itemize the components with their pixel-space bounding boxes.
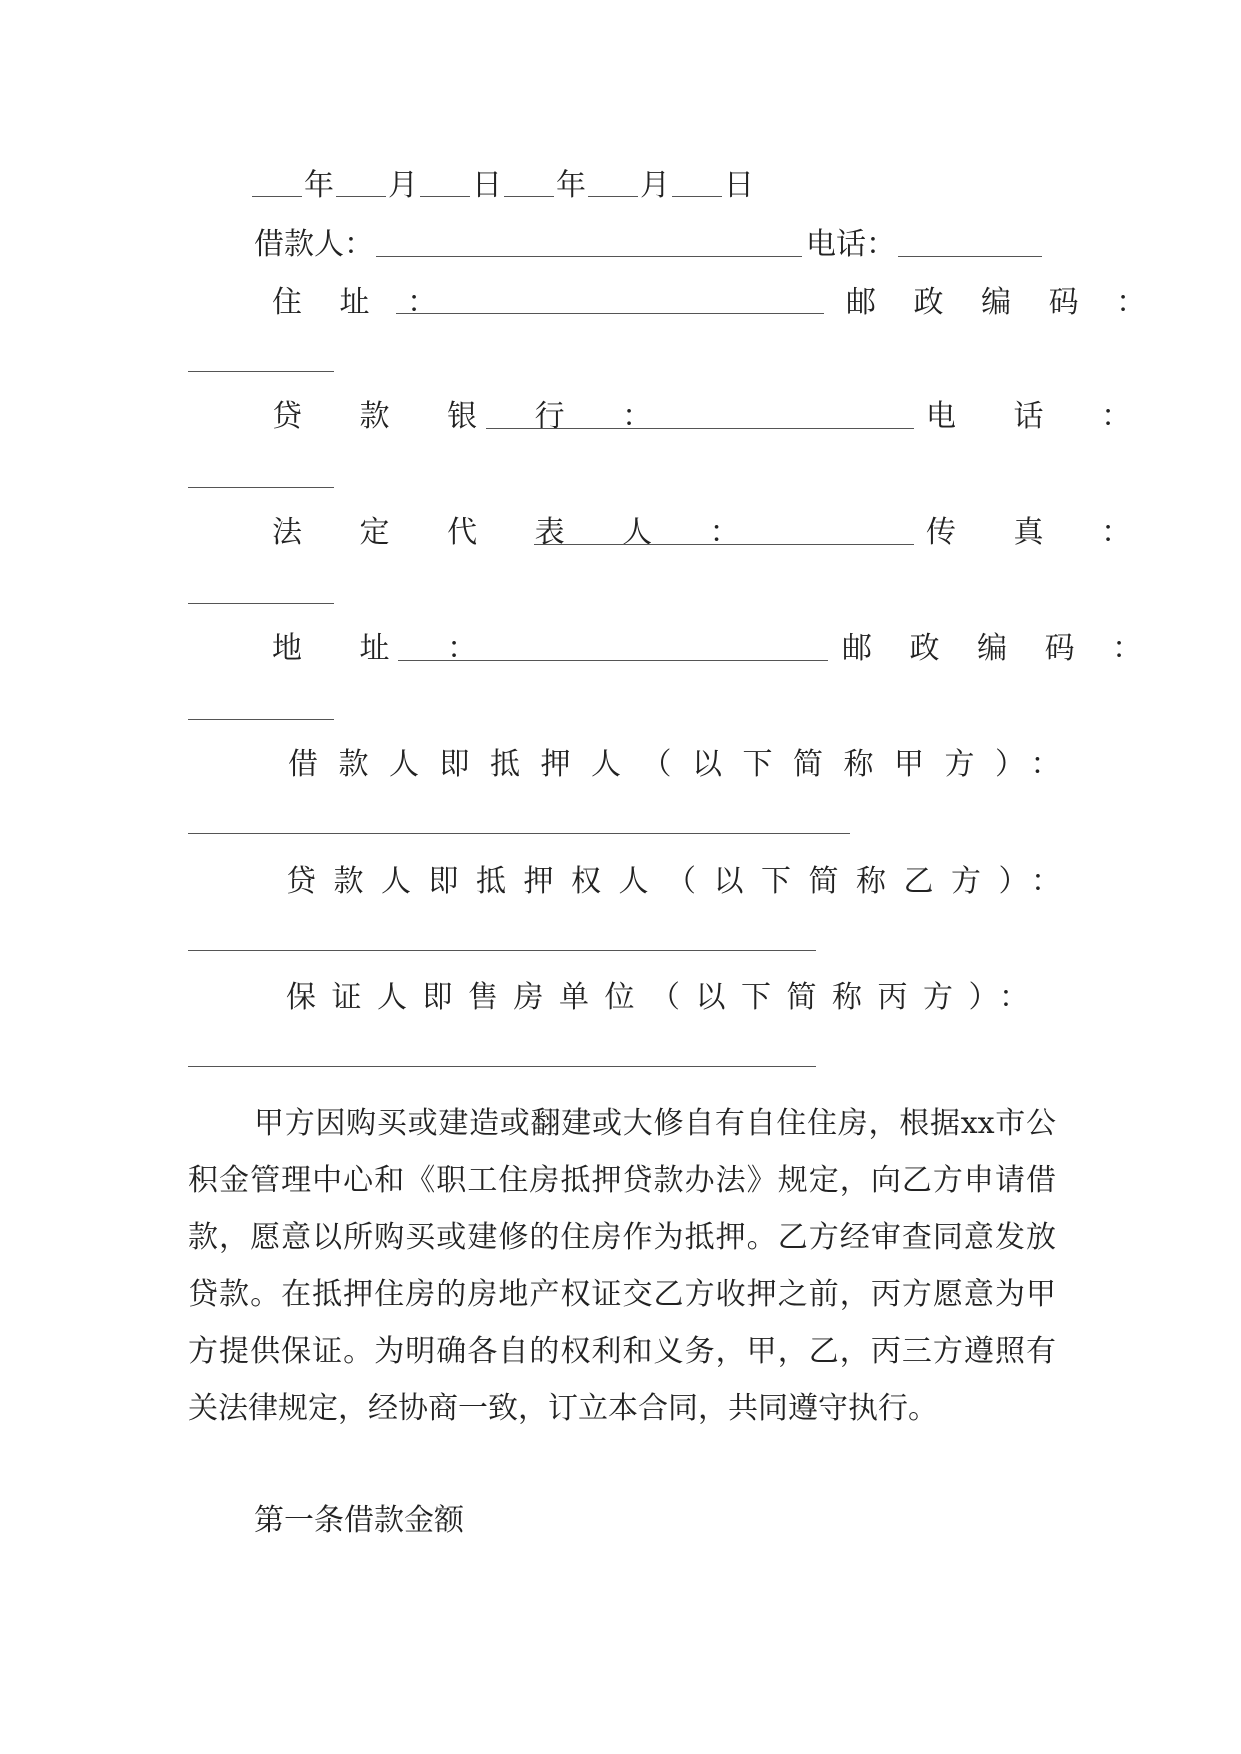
date-month-1: 月 — [388, 168, 418, 203]
party-b-label: 贷款人即抵押权人（以下简称乙方）： — [286, 864, 1079, 899]
date-month-2: 月 — [640, 168, 670, 203]
bank-label: 贷 款 银 行 ： — [272, 399, 677, 434]
date-day-1: 日 — [472, 168, 502, 203]
date-blank-3[interactable] — [420, 196, 470, 197]
article-1-title: 第一条借款金额 — [254, 1503, 464, 1538]
borrower-label: 借款人： — [254, 227, 374, 262]
legal-rep-fax-field[interactable] — [188, 603, 334, 604]
borrower-phone-label: 电话： — [806, 227, 896, 262]
address2-label: 地 址 ： — [272, 631, 502, 666]
date-blank-2[interactable] — [336, 196, 386, 197]
legal-rep-field[interactable] — [534, 544, 914, 545]
date-year-2: 年 — [556, 168, 586, 203]
address2-field[interactable] — [398, 660, 828, 661]
party-a-field[interactable] — [188, 833, 850, 834]
intro-paragraph: 甲方因购买或建造或翻建或大修自有自住住房，根据xx市公积金管理中心和《职工住房抵押贷款办法》规定，向乙方申请借款，愿意以所购买或建修的住房作为抵押。乙方经审查同意发放贷款。在抵押住房的房地产权证交乙方收押之前，丙方愿意为甲方提供保证。为明确各自的权利和义务，甲，乙，丙三方遵照有关法律规定，经协商一致，订立本合同，共同遵守执行。 — [188, 1106, 1056, 1426]
bank-phone-label: 电 话 ： — [926, 399, 1156, 434]
borrower-field[interactable] — [376, 256, 802, 257]
bank-phone-field[interactable] — [188, 487, 334, 488]
bank-field[interactable] — [486, 428, 914, 429]
borrower-phone-field[interactable] — [898, 256, 1042, 257]
date-blank-4[interactable] — [504, 196, 554, 197]
date-day-2: 日 — [724, 168, 754, 203]
address2-postcode-label: 邮 政 编 码 ： — [842, 631, 1157, 666]
address1-label: 住 址 ： — [272, 285, 452, 320]
party-b-field[interactable] — [188, 950, 816, 951]
date-year-1: 年 — [304, 168, 334, 203]
legal-rep-fax-label: 传 真 ： — [926, 515, 1156, 550]
party-c-field[interactable] — [188, 1066, 816, 1067]
date-blank-5[interactable] — [588, 196, 638, 197]
legal-rep-label: 法 定 代 表 人 ： — [272, 515, 764, 550]
date-blank-6[interactable] — [672, 196, 722, 197]
address2-postcode-field[interactable] — [188, 719, 334, 720]
date-blank-1[interactable] — [252, 196, 302, 197]
address1-postcode-label: 邮 政 编 码 ： — [846, 285, 1161, 320]
party-a-label: 借款人即抵押人（以下简称甲方）： — [288, 747, 1081, 782]
address1-field[interactable] — [396, 313, 824, 314]
party-c-label: 保证人即售房单位（以下简称丙方）： — [286, 980, 1045, 1015]
address1-postcode-field[interactable] — [188, 371, 334, 372]
